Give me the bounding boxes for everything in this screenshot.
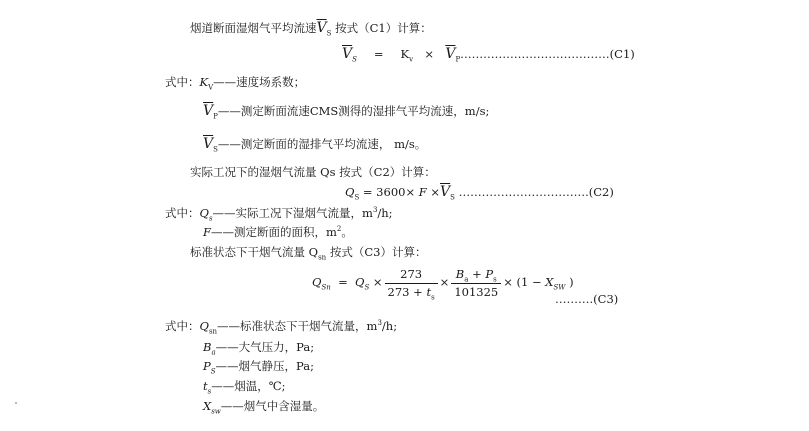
formula-c1: $\overline{V}_S$ = $K_v$ × $\overline{V}_P\dots\dots\dots\dots\dots\dots\dots\dots\dots\dots\dots\dots\dots(C1)$: [342, 46, 635, 64]
c3-where-line: 式中：$Q_{sn}——$标准状态下干烟气流量，$m^3/h$;: [165, 319, 398, 336]
velocity-symbol: $\overline{V}$: [316, 20, 327, 36]
c1-def-vs: $\overline{V}_S——$测定断面的湿排气平均流速， m/s。: [203, 136, 427, 154]
c2-def-f: F——测定断面的面积，$m^2$。: [203, 225, 353, 239]
fraction-pressure: $\frac{B_a + P_s}{101325}$: [451, 267, 501, 300]
c1-intro: 烟道断面湿烟气平均流速$\overline{V}_S$ 按式（C1）计算：: [190, 20, 432, 38]
c3-def-ps: $P_S——$烟气静压，Pa;: [203, 359, 314, 376]
c2-intro: 实际工况下的湿烟气流量 Qs 按式（C2）计算：: [190, 165, 436, 179]
formula-c2: $Q_S = 3600\times F \times\overline{V}_S$ …………………………….(C2): [345, 184, 614, 202]
equation-number-c2: (C2): [588, 185, 614, 199]
c1-where-line: 式中：$K_V——$速度场系数；: [165, 75, 306, 92]
equation-number-c3: ……….(C3): [555, 292, 619, 306]
c2-where-line: 式中：$Q_s——$实际工况下湿烟气流量，$m^3/h$;: [165, 206, 393, 223]
c3-def-xsw: $X_{sw}——$烟气中含湿量。: [203, 399, 325, 416]
c3-intro: 标准状态下干烟气流量 $Q_{sn}$ 按式（C3）计算：: [190, 245, 427, 262]
formula-c3: $Q_{Sn} = Q_S$ × $\frac{273}{273 + t_s}$ × $\frac{B_a + P_s}{101325}$ × ($1 - X_{SW}$ ): [312, 266, 574, 301]
scan-speck: [15, 402, 17, 404]
fraction-temperature: $\frac{273}{273 + t_s}$: [385, 267, 438, 300]
c3-def-ts: $t_s——$烟温，℃;: [203, 379, 286, 396]
c1-def-vp: $\overline{V}_P——$测定断面流速CMS测得的湿排气平均流速，m/s;: [203, 103, 490, 121]
equation-number-c1: (C1): [609, 47, 635, 61]
c3-def-ba: $B_a——$大气压力，Pa;: [203, 340, 315, 357]
